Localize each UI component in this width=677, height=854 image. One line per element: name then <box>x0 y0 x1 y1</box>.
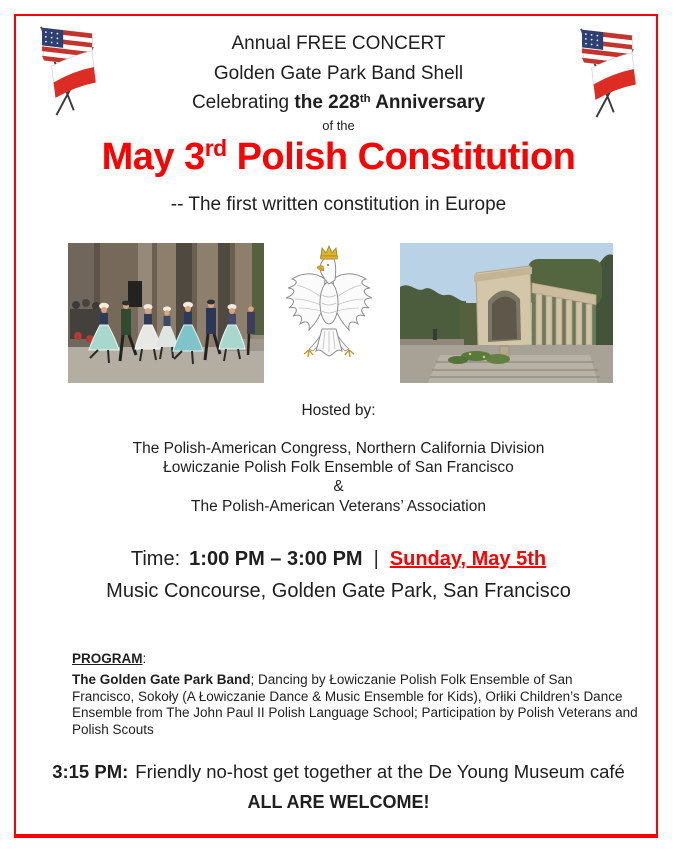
anniversary-bold-2: Anniversary <box>370 92 486 113</box>
anniversary-line <box>0 92 677 114</box>
main-title-superscript: rd <box>204 135 227 162</box>
band-shell-photo <box>400 243 613 383</box>
polish-eagle-emblem <box>277 245 381 381</box>
program-band-name: The Golden Gate Park Band <box>72 671 251 687</box>
hosted-organizations <box>0 439 677 516</box>
event-date: Sunday, May 5th <box>389 548 547 570</box>
time-value: 1:00 PM – 3:00 PM <box>189 548 363 570</box>
program-heading-line <box>72 651 638 668</box>
anniversary-bold: the 228 <box>294 92 360 113</box>
after-event-line <box>0 761 677 783</box>
main-title-part2: Polish Constitution <box>226 136 576 178</box>
hosted-by-label: Hosted by: <box>301 402 376 419</box>
anniversary-superscript: th <box>359 92 371 105</box>
program-heading-colon: : <box>142 651 147 666</box>
of-the-line: of the <box>322 118 355 133</box>
location-line: Music Concourse, Golden Gate Park, San Francisco <box>106 580 571 602</box>
time-line <box>0 548 677 571</box>
main-title <box>0 136 677 179</box>
separator-bar: | <box>373 548 379 570</box>
hosted-line-ampersand: & <box>333 478 344 496</box>
after-event-time: 3:15 PM: <box>52 761 129 782</box>
venue-line: Golden Gate Park Band Shell <box>213 63 464 84</box>
concert-title-line: Annual FREE CONCERT <box>231 33 446 54</box>
subtitle-line: -- The first written constitution in Europe <box>170 194 507 215</box>
polish-eagle-image <box>277 245 381 381</box>
program-text <box>72 672 638 739</box>
dancers-photo <box>68 243 264 383</box>
welcome-line: ALL ARE WELCOME! <box>247 792 430 812</box>
hosted-line-congress: The Polish-American Congress, Northern California Division <box>132 440 545 457</box>
anniversary-prefix: Celebrating <box>191 92 295 113</box>
hosted-line-ensemble: Łowiczanie Polish Folk Ensemble of San Francisco <box>163 459 514 477</box>
program-heading: PROGRAM <box>72 651 143 666</box>
band-shell-image <box>400 243 613 383</box>
program-details: ; Dancing by Łowiczanie Polish Folk Ensemble of San Francisco, Sokoły (A Łowiczanie Dance & Music Ensemble for Kids), Orłiki Children’s Dance Ensemble from The John Paul II Polish Language School; Participation by Polish Veterans and Polish Scouts <box>72 671 638 738</box>
after-event-text: Friendly no-host get together at the De Young Museum café <box>135 761 625 782</box>
main-title-part1: May 3 <box>101 136 205 178</box>
dancers-photo-image <box>68 243 264 383</box>
program-section <box>72 651 638 739</box>
time-label: Time: <box>130 548 181 570</box>
hosted-line-veterans: The Polish-American Veterans’ Association <box>191 497 486 515</box>
